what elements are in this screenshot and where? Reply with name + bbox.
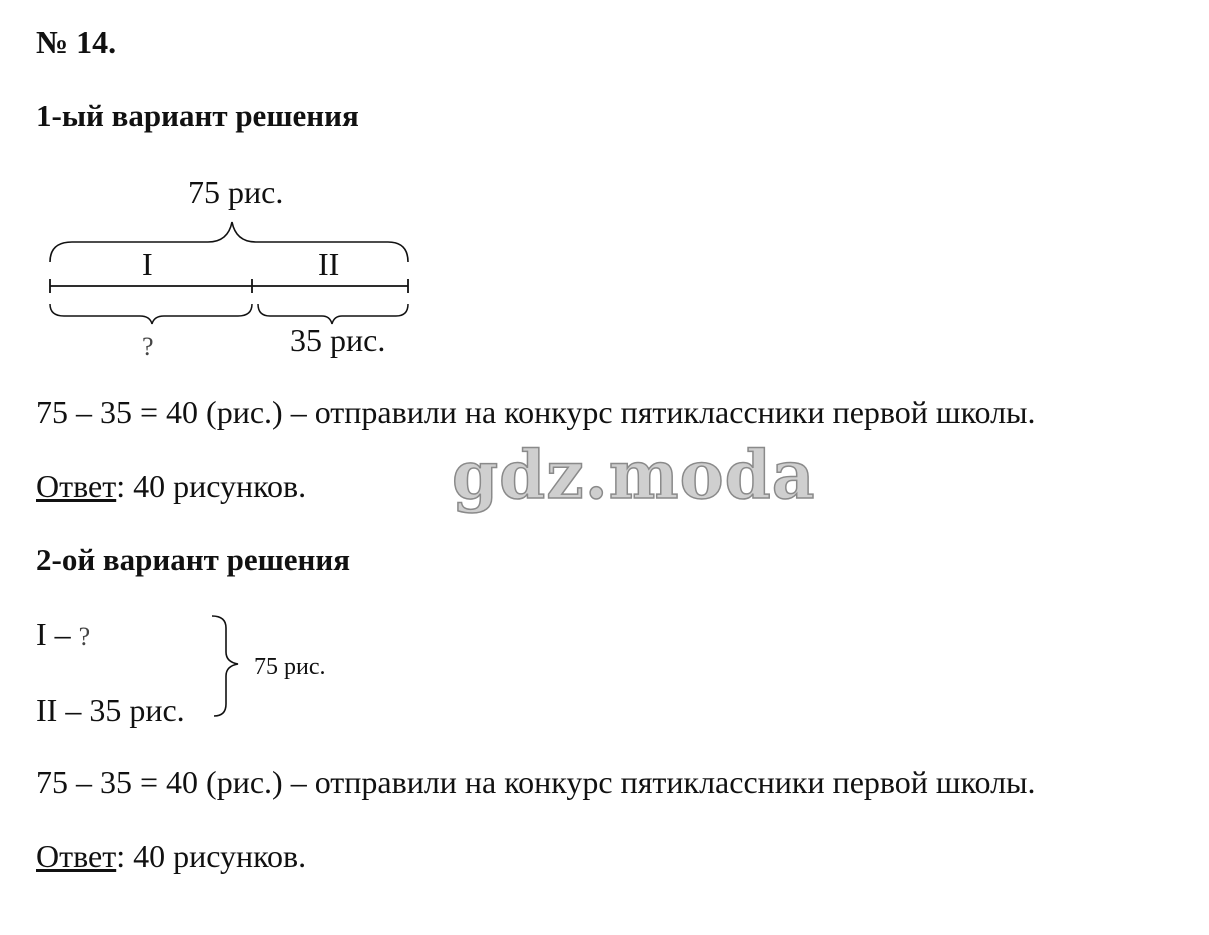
variant2-total-label: 75 рис. bbox=[254, 654, 326, 680]
diagram-segment2-label: II bbox=[318, 246, 340, 282]
answer-label: Ответ bbox=[36, 468, 117, 504]
variant2-brace bbox=[212, 616, 238, 716]
variant1-answer bbox=[36, 468, 306, 505]
diagram-unknown-label: ? bbox=[142, 332, 154, 361]
known-brace bbox=[258, 304, 408, 324]
variant1-heading: 1-ый вариант решения bbox=[36, 98, 359, 133]
diagram-total-label: 75 рис. bbox=[188, 174, 284, 210]
total-brace bbox=[50, 222, 408, 262]
answer-value: : 40 рисунков. bbox=[116, 838, 307, 874]
diagram-segment1-label: I bbox=[142, 246, 153, 282]
line1-label: I – bbox=[36, 616, 71, 652]
variant2-solution: 75 – 35 = 40 (рис.) – отправили на конкурс пятиклассники первой школы. bbox=[36, 764, 1036, 800]
answer-value: : 40 рисунков. bbox=[116, 468, 307, 504]
problem-number: № 14. bbox=[36, 24, 117, 60]
variant2-line1 bbox=[36, 616, 90, 653]
variant2-heading: 2-ой вариант решения bbox=[36, 542, 351, 577]
variant2-answer bbox=[36, 838, 306, 875]
answer-label: Ответ bbox=[36, 838, 117, 874]
watermark-logo: gdz.moda bbox=[452, 436, 816, 514]
variant2-line2: II – 35 рис. bbox=[36, 692, 185, 728]
variant1-solution: 75 – 35 = 40 (рис.) – отправили на конкурс пятиклассники первой школы. bbox=[36, 394, 1036, 430]
unknown-brace bbox=[50, 304, 252, 324]
diagram-known-label: 35 рис. bbox=[290, 322, 386, 358]
line1-value: ? bbox=[78, 622, 91, 651]
